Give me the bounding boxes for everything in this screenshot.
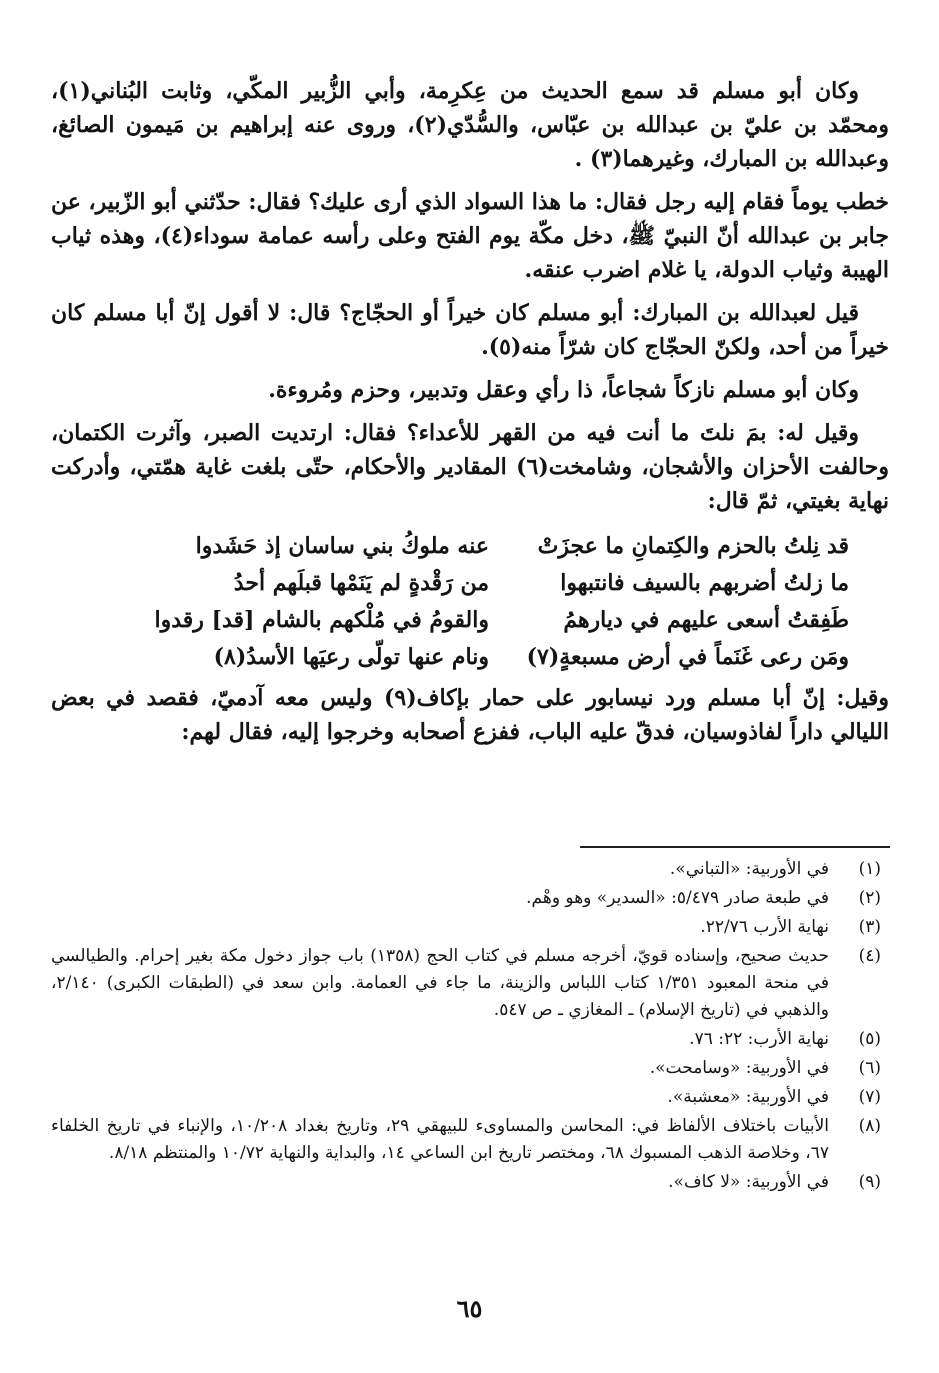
- footnote: [51, 1113, 889, 1167]
- verse-first-hemistich: قد نِلتُ بالحزم والكِتمانِ ما عجزَتْ: [537, 532, 849, 559]
- paragraph-3-text: قيل لعبدالله بن المبارك: أبو مسلم كان خيراً أو الحجّاج؟ قال: لا أقول إنّ أبا مسلم كان خيراً من أحد، ولكنّ الحجّاج كان شرّاً منه(٥).: [51, 300, 889, 360]
- main-text: [51, 74, 889, 758]
- paragraph-1: [51, 74, 889, 176]
- footnote-number: (٢): [858, 888, 881, 908]
- verse-line: [51, 601, 889, 638]
- paragraph-1-text: وكان أبو مسلم قد سمع الحديث من عِكرِمة، وأبي الزُّبير المكّي، وثابت البُناني(١)، ومحمّد بن عليّ بن عبدالله بن عبّاس، والسُّدّي(٢)، وروى عنه إبراهيم بن مَيمون الصائغ، وعبدالله بن المبارك، وغيرهما(٣) .: [51, 78, 889, 172]
- footnote: [51, 1169, 889, 1196]
- paragraph-2: [51, 185, 889, 287]
- footnote-text: نهاية الأرب ٢٢/٧٦.: [700, 917, 829, 937]
- verse-first-hemistich: طَفِقتُ أسعى عليهم في ديارهمُ: [563, 606, 849, 633]
- footnotes: [51, 856, 889, 1198]
- verse-second-hemistich: من رَقْدةٍ لم يَنَمْها قبلَهم أحدُ: [233, 569, 489, 596]
- footnote-separator: [580, 846, 890, 848]
- paragraph-4-text: وكان أبو مسلم نازكاً شجاعاً، ذا رأي وعقل وتدبير، وحزم ومُروءة.: [268, 377, 859, 403]
- verse-line: [51, 527, 889, 564]
- footnote-number: (٥): [858, 1029, 881, 1049]
- footnote-text: في الأوربية: «وسامحت».: [649, 1058, 829, 1078]
- paragraph-3: [51, 296, 889, 364]
- footnote-text: في الأوربية: «معشبة».: [667, 1087, 829, 1107]
- verse-first-hemistich: ومَن رعى غَنَماً في أرض مسبعةٍ(٧): [526, 643, 849, 670]
- footnote-text: في طبعة صادر ٥/٤٧٩: «السدير» وهو وهْم.: [526, 888, 829, 908]
- footnote: [51, 914, 889, 941]
- footnote: [51, 885, 889, 912]
- paragraph-5-text: وقيل له: بمَ نلتَ ما أنت فيه من القهر للأعداء؟ فقال: ارتديت الصبر، وآثرت الكتمان، وحالفت الأحزان والأشجان، وشامخت(٦) المقادير والأحكام، حتّى بلغت غاية همّتي، وأدركت نهاية بغيتي، ثمّ قال:: [51, 420, 890, 514]
- footnote-text: حديث صحيح، وإسناده قويّ، أخرجه مسلم في كتاب الحج (١٣٥٨) باب جواز دخول مكة بغير إحرام. والطيالسي في منحة المعبود ١/٣٥١ كتاب اللباس والزينة، ما جاء في العمامة. وابن سعد في (الطبقات الكبرى) ٢/١٤٠، والذهبي في (تاريخ الإسلام) ـ المغازي ـ ص ٥٤٧.: [51, 946, 830, 1020]
- verse-second-hemistich: عنه ملوكُ بني ساسان إذ حَشَدوا: [195, 532, 489, 559]
- footnote-number: (٣): [858, 917, 881, 937]
- footnote-number: (٤): [858, 946, 881, 966]
- page-number: ٦٥: [456, 1294, 483, 1323]
- footnote-number: (٦): [858, 1058, 881, 1078]
- footnote-text: في الأوربية: «لا كاف».: [668, 1172, 829, 1192]
- paragraph-2-text: خطب يوماً فقام إليه رجل فقال: ما هذا السواد الذي أرى عليك؟ فقال: حدّثني أبو الزّبير، عن جابر بن عبدالله أنّ النبيّ ﷺ، دخل مكّة يوم الفتح وعلى رأسه عمامة سوداء(٤)، وهذه ثياب الهيبة وثياب الدولة، يا غلام اضرب عنقه.: [51, 189, 889, 283]
- closing-paragraph: [51, 681, 889, 749]
- footnote: [51, 1026, 889, 1053]
- footnote-text: في الأوربية: «التباني».: [669, 859, 829, 879]
- footnote: [51, 943, 889, 1024]
- footnote: [51, 1055, 889, 1082]
- footnote: [51, 1084, 889, 1111]
- footnote-number: (٩): [858, 1172, 881, 1192]
- footnote: [51, 856, 889, 883]
- footnote-number: (٨): [858, 1116, 881, 1136]
- verse-line: [51, 564, 889, 601]
- paragraph-4: [51, 373, 889, 407]
- verse-line: [51, 638, 889, 675]
- poem: [51, 527, 889, 675]
- verse-second-hemistich: ونام عنها تولّى رعيَها الأسدُ(٨): [213, 643, 489, 670]
- paragraph-5: [51, 416, 889, 518]
- closing-paragraph-text: وقيل: إنّ أبا مسلم ورد نيسابور على حمار بإكاف(٩) وليس معه آدميّ، فقصد في بعض الليالي داراً لفاذوسيان، فدقّ عليه الباب، ففزع أصحابه وخرجوا إليه، فقال لهم:: [51, 685, 889, 745]
- footnote-number: (٧): [858, 1087, 881, 1107]
- footnote-text: نهاية الأرب: ٢٢: ٧٦.: [689, 1029, 829, 1049]
- footnote-number: (١): [858, 859, 881, 879]
- verse-first-hemistich: ما زلتُ أضربهم بالسيف فانتبهوا: [560, 569, 849, 596]
- verse-second-hemistich: والقومُ في مُلْكهم بالشام [قد] رقدوا: [154, 606, 489, 633]
- footnote-text: الأبيات باختلاف الألفاظ في: المحاسن والمساوىء للبيهقي ٢٩، وتاريخ بغداد ١٠/٢٠٨، والإنباء في تاريخ الخلفاء ٦٧، وخلاصة الذهب المسبوك ٦٨، ومختصر تاريخ ابن الساعي ١٤، والبداية والنهاية ١٠/٧٢ والمنتظم ٨/١٨.: [51, 1116, 829, 1163]
